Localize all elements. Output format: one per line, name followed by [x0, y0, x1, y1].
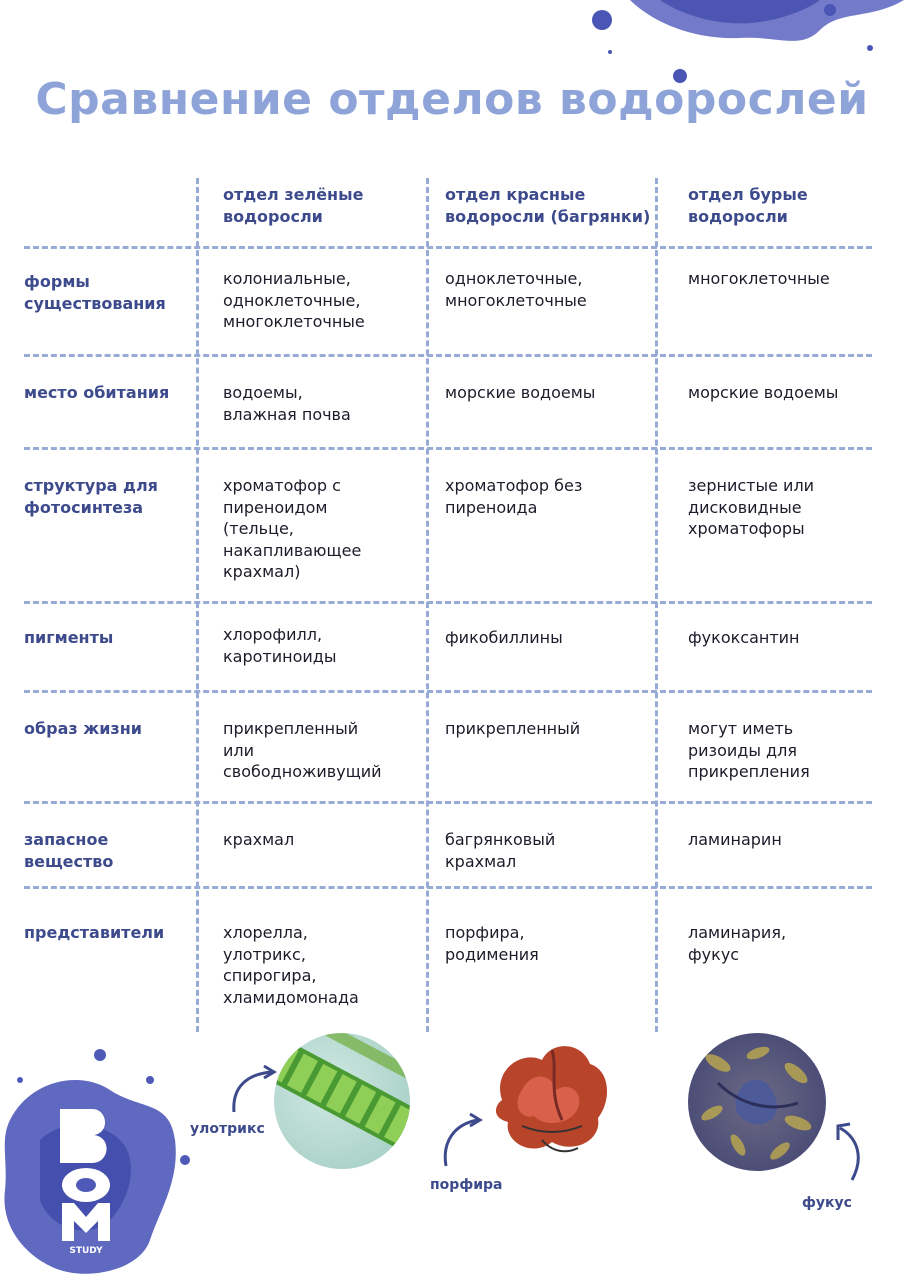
table-cell: ламинария, фукус	[688, 923, 787, 964]
row-divider	[24, 354, 872, 357]
row-label: пигменты	[24, 628, 114, 647]
table-cell: одноклеточные, многоклеточные	[445, 269, 587, 310]
table-cell: крахмал	[223, 830, 295, 849]
row-label: место обитания	[24, 383, 170, 402]
table-cell: прикрепленный	[445, 719, 581, 738]
fucus-photo	[688, 1033, 826, 1171]
table-cell: колониальные, одноклеточные, многоклеточные	[223, 269, 365, 331]
page-title: Сравнение отделов водорослей	[35, 74, 869, 125]
boom-study-logo	[52, 1105, 122, 1255]
table-cell: багрянковый крахмал	[445, 830, 556, 871]
table-cell: фикобиллины	[445, 628, 563, 647]
row-divider	[24, 447, 872, 450]
row-divider	[24, 801, 872, 804]
row-divider	[24, 690, 872, 693]
column-header-brown: отдел бурые водоросли	[688, 185, 808, 226]
column-divider	[426, 178, 429, 1032]
arrow-icon	[828, 1118, 868, 1184]
ulothrix-caption: улотрикс	[190, 1121, 265, 1137]
table-cell: хроматофор с пиреноидом (тельце, накапливающее крахмал)	[223, 476, 362, 581]
table-cell: морские водоемы	[688, 383, 839, 402]
row-divider	[24, 246, 872, 249]
column-divider	[196, 178, 199, 1032]
column-divider	[655, 178, 658, 1032]
arrow-icon	[440, 1112, 484, 1170]
fucus-caption: фукус	[802, 1195, 852, 1211]
table-cell: могут иметь ризоиды для прикрепления	[688, 719, 810, 781]
table-cell: фукоксантин	[688, 628, 800, 647]
row-label: структура для фотосинтеза	[24, 476, 158, 517]
row-label: запасное вещество	[24, 830, 114, 871]
row-label: представители	[24, 923, 165, 942]
row-label: формы существования	[24, 272, 166, 313]
table-cell: зернистые или дисковидные хроматофоры	[688, 476, 815, 538]
logo-text: STUDY	[69, 1246, 103, 1255]
row-label: образ жизни	[24, 719, 142, 738]
row-divider	[24, 601, 872, 604]
table-cell: порфира, родимения	[445, 923, 539, 964]
ulothrix-photo	[274, 1033, 410, 1169]
table-cell: прикрепленный или свободноживущий	[223, 719, 382, 781]
porphyra-photo	[482, 1030, 620, 1168]
column-header-red: отдел красные водоросли (багрянки)	[445, 185, 651, 226]
table-cell: морские водоемы	[445, 383, 596, 402]
table-cell: хлорелла, улотрикс, спирогира, хламидомонада	[223, 923, 359, 1007]
column-header-green: отдел зелёные водоросли	[223, 185, 364, 226]
table-cell: хроматофор без пиреноида	[445, 476, 583, 517]
table-cell: водоемы, влажная почва	[223, 383, 351, 424]
arrow-icon	[228, 1064, 278, 1116]
row-divider	[24, 886, 872, 889]
table-cell: хлорофилл, каротиноиды	[223, 625, 337, 666]
table-cell: ламинарин	[688, 830, 782, 849]
porphyra-caption: порфира	[430, 1177, 503, 1193]
table-cell: многоклеточные	[688, 269, 830, 288]
